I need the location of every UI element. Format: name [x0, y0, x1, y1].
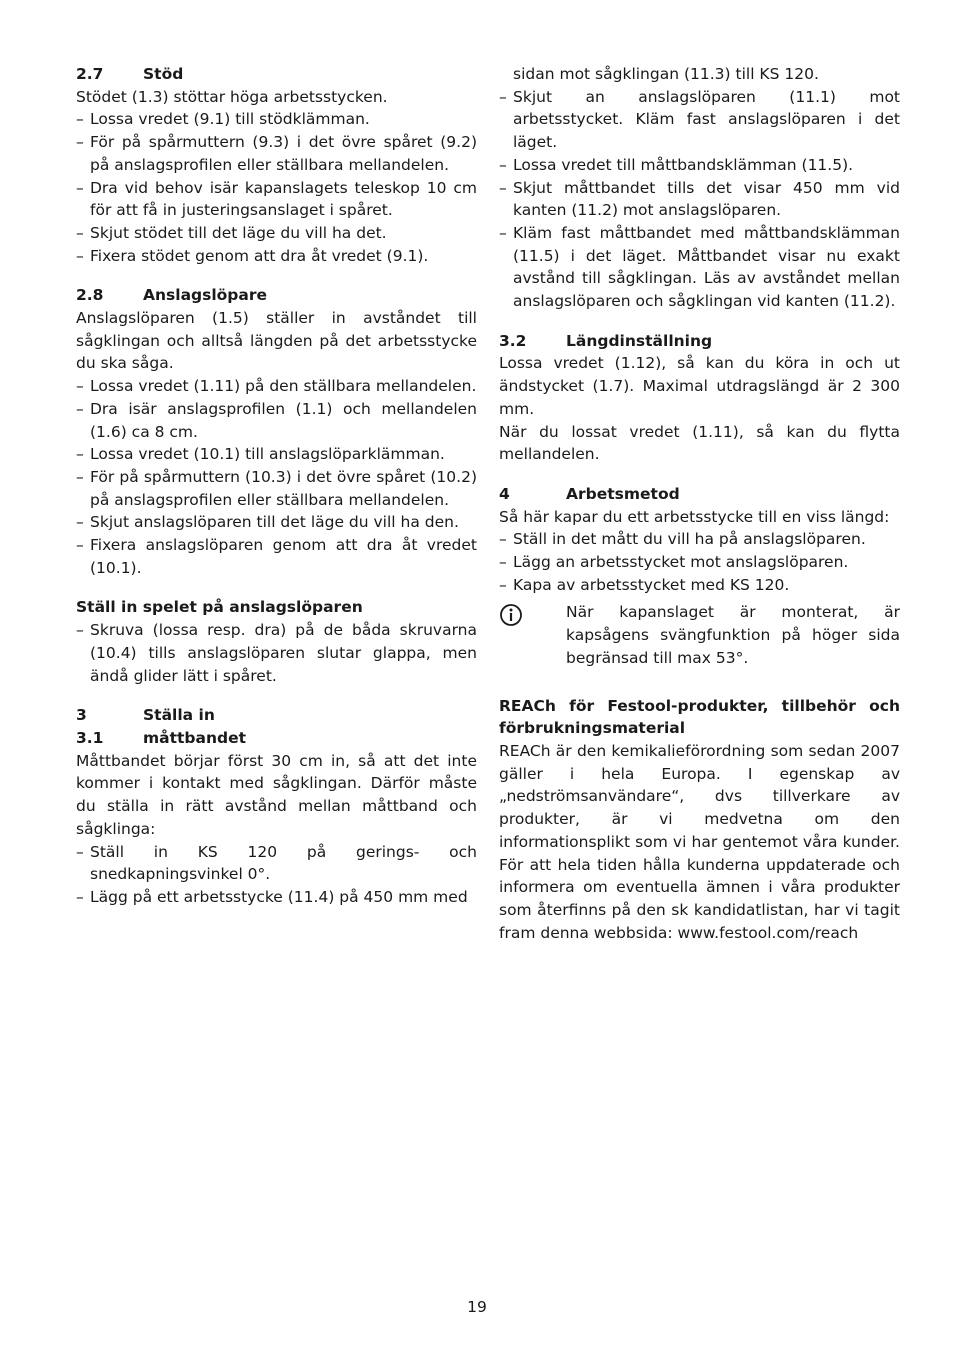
- section-intro: Så här kapar du ett arbetsstycke till en viss längd:: [499, 507, 890, 526]
- continued-text: sidan mot sågklingan (11.3) till KS 120.: [513, 65, 819, 83]
- list-item: – Ställ in det mått du vill ha på anslagslöparen.: [499, 528, 900, 551]
- list-item: – Lossa vredet (10.1) till anslagslöparklämman.: [76, 443, 477, 466]
- section-intro: Måttbandet börjar först 30 cm in, så att det inte kommer i kontakt med sågklingan. Därför måste du ställa in rätt avstånd mellan måttband och sågklinga:: [76, 751, 477, 838]
- list-item-continued: [499, 63, 900, 86]
- reach-body: REACh är den kemikalieförordning som sedan 2007 gäller i hela Europa. I egenskap av „nedströmsanvändare“, dvs tillverkare av produkter, är vi medvetna om den informationsplikt som vi har gentemot våra kunder. För att hela tiden hålla kunderna uppdaterade och informera om eventuella ämnen i våra produkter som återfinns på den sk kandidatlistan, har vi tagit fram denna webbsida: www.festool.com/reach: [499, 741, 900, 942]
- section-heading-2-7: [76, 63, 477, 86]
- list-item: – Dra isär anslagsprofilen (1.1) och mellandelen (1.6) ca 8 cm.: [76, 398, 477, 443]
- section-intro: Stödet (1.3) stöttar höga arbetsstycken.: [76, 87, 388, 106]
- section-number: 3.1: [76, 728, 104, 747]
- list-item: – För på spårmuttern (9.3) i det övre spåret (9.2) på anslagsprofilen eller ställbara mellandelen.: [76, 131, 477, 176]
- note-text: När kapanslaget är monterat, är kapsågens svängfunktion på höger sida begränsad till max 53°.: [566, 603, 900, 667]
- left-column: [76, 63, 477, 909]
- info-icon: [499, 601, 566, 634]
- section-heading-2-8: [76, 284, 477, 307]
- section-number: 4: [499, 484, 510, 503]
- section-title: Arbetsmetod: [566, 484, 680, 503]
- section-number: 2.7: [76, 65, 104, 83]
- list-item: – För på spårmuttern (10.3) i det övre spåret (10.2) på anslagsprofilen eller ställbara mellandelen.: [76, 466, 477, 511]
- reach-heading: REACh för Festool-produkter, tillbehör och förbrukningsmaterial: [499, 696, 900, 738]
- list-item: – Lossa vredet till måttbandsklämman (11.5).: [499, 154, 900, 177]
- section-title: Längdinställning: [566, 331, 713, 350]
- list-item: – Kläm fast måttbandet med måttbandsklämman (11.5) i det läget. Måttbandet visar nu exakt avstånd till sågklingan. Läs av avståndet mellan anslagslöparen och sågklingan vid kanten (11.2).: [499, 222, 900, 313]
- section-title: Ställa in: [143, 706, 215, 725]
- step-list: [76, 841, 477, 909]
- section-heading-3-2: [499, 330, 900, 353]
- step-list-continued: [499, 63, 900, 313]
- list-item: – Skjut anslagslöparen till det läge du vill ha den.: [76, 511, 477, 534]
- step-list: [499, 528, 900, 596]
- section-title: Stöd: [143, 65, 184, 83]
- section-heading-3-1: [76, 727, 477, 750]
- list-item: – Skjut stödet till det läge du vill ha det.: [76, 222, 477, 245]
- subsection-heading-spel: Ställ in spelet på anslagslöparen: [76, 598, 363, 617]
- list-item: – Fixera anslagslöparen genom att dra åt vredet (10.1).: [76, 534, 477, 579]
- list-item: – Skjut måttbandet tills det visar 450 mm vid kanten (11.2) mot anslagslöparen.: [499, 177, 900, 222]
- list-item: – Kapa av arbetsstycket med KS 120.: [499, 574, 900, 597]
- step-list: [76, 108, 477, 267]
- list-item: – Ställ in KS 120 på gerings- och snedkapningsvinkel 0°.: [76, 841, 477, 886]
- section-heading-3: [76, 704, 477, 727]
- list-item: – Fixera stödet genom att dra åt vredet (9.1).: [76, 245, 477, 268]
- list-item: – Lägg an arbetsstycket mot anslagslöparen.: [499, 551, 900, 574]
- section-title: Anslagslöpare: [143, 286, 268, 305]
- list-item: – Dra vid behov isär kapanslagets teleskop 10 cm för att få in justeringsanslaget i spåret.: [76, 177, 477, 222]
- section-number: 3.2: [499, 331, 527, 350]
- section-intro: Anslagslöparen (1.5) ställer in avståndet till sågklingan och alltså längden på det arbetsstycke du ska såga.: [76, 309, 477, 373]
- section-heading-4: [499, 483, 900, 506]
- step-list: [76, 619, 477, 687]
- step-list: [76, 375, 477, 579]
- list-item: – Skjut an anslagslöparen (11.1) mot arbetsstycket. Kläm fast anslagslöparen i det läget.: [499, 86, 900, 154]
- list-item: – Lägg på ett arbetsstycke (11.4) på 450 mm med: [76, 886, 477, 909]
- page-number: 19: [467, 1298, 487, 1316]
- section-number: 2.8: [76, 286, 104, 305]
- list-item: – Skruva (lossa resp. dra) på de båda skruvarna (10.4) tills anslagslöparen slutar glappa, men ändå glider lätt i spåret.: [76, 619, 477, 687]
- list-item: – Lossa vredet (9.1) till stödklämman.: [76, 108, 477, 131]
- paragraph: Lossa vredet (1.12), så kan du köra in och ut ändstycket (1.7). Maximal utdragslängd är 2 300 mm.: [499, 354, 900, 418]
- info-note: [499, 601, 900, 669]
- list-item: – Lossa vredet (1.11) på den ställbara mellandelen.: [76, 375, 477, 398]
- right-column: [499, 63, 900, 944]
- section-title: måttbandet: [143, 728, 247, 747]
- paragraph: När du lossat vredet (1.11), så kan du flytta mellandelen.: [499, 422, 900, 464]
- section-number: 3: [76, 706, 87, 725]
